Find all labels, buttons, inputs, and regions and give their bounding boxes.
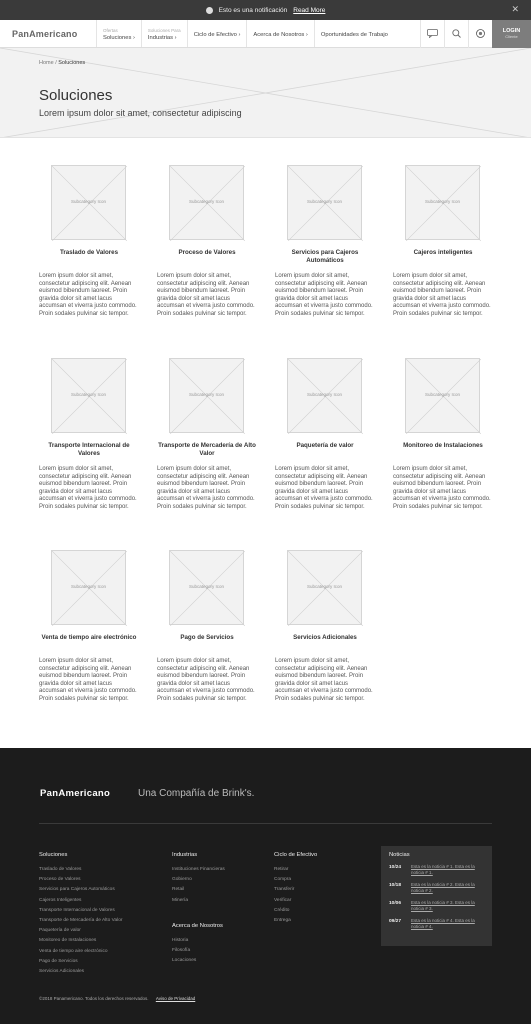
footer-col-title: Acerca de Nosotros: [172, 923, 223, 929]
flag-icon[interactable]: [468, 20, 492, 48]
footer-link[interactable]: Monitoreo de Instalaciones: [39, 938, 97, 944]
chat-icon[interactable]: [420, 20, 444, 48]
footer-link[interactable]: Paquetería de valor: [39, 928, 81, 934]
card-description: Lorem ipsum dolor sit amet, consectetur adipiscing elit. Aenean euismod bibendum laoreet. Proin gravida dolor sit amet lacus accumsan et viverra justo commodo. Proin sodales pulvinar sic tempor.: [393, 273, 491, 317]
footer-link[interactable]: Cajeros Inteligentes: [39, 897, 82, 903]
search-icon[interactable]: [444, 20, 468, 48]
news-item: [389, 882, 484, 894]
footer-link[interactable]: Servicios Adicionales: [39, 969, 85, 975]
news-link[interactable]: Esta es la noticia # 1. Esta es la noticia # 1.: [411, 864, 475, 875]
footer-link[interactable]: Verificar: [274, 897, 292, 903]
footer-col-title: Ciclo de Efectivo: [274, 852, 318, 858]
nav-item-label: Soluciones ›: [103, 35, 135, 41]
nav-item-pre: Soluciones Para: [147, 28, 181, 33]
subcategory-icon-caption: Subcategory Icon: [424, 392, 461, 397]
footer-logo[interactable]: PanAmericano: [40, 788, 111, 799]
subcategory-icon-caption: Subcategory Icon: [306, 392, 343, 397]
news-panel: [381, 846, 492, 946]
news-item: [389, 918, 484, 930]
card-title[interactable]: Servicios para Cajeros Automáticos: [291, 249, 359, 264]
subcategory-icon-caption: Subcategory Icon: [70, 392, 107, 397]
news-date: 10/18: [389, 883, 402, 888]
notification-bar: [0, 0, 531, 20]
card-description: Lorem ipsum dolor sit amet, consectetur adipiscing elit. Aenean euismod bibendum laoreet. Proin gravida dolor sit amet lacus accumsan et viverra justo commodo. Proin sodales pulvinar sic tempor.: [157, 466, 255, 510]
nav-item-industrias[interactable]: [141, 20, 187, 47]
card-title[interactable]: Paquetería de valor: [296, 442, 354, 449]
card-title[interactable]: Traslado de Valores: [59, 249, 119, 256]
breadcrumb: [39, 60, 85, 66]
footer-link[interactable]: Transporte Internacional de Valores: [39, 907, 115, 913]
footer-link[interactable]: Proceso de Valores: [39, 877, 81, 883]
footer-link[interactable]: Pago de Servicios: [39, 958, 78, 964]
footer-link[interactable]: Minería: [172, 897, 188, 903]
card-description: Lorem ipsum dolor sit amet, consectetur adipiscing elit. Aenean euismod bibendum laoreet. Proin gravida dolor sit amet lacus accumsan et viverra justo commodo. Proin sodales pulvinar sic tempor.: [275, 466, 373, 510]
footer-link[interactable]: Compra: [274, 877, 292, 883]
nav-item-soluciones[interactable]: [96, 20, 141, 47]
card-title[interactable]: Transporte Internacional de Valores: [48, 442, 130, 457]
footer-col-soluciones: [39, 852, 122, 977]
subcategory-image-placeholder: [405, 358, 480, 433]
main-nav: [96, 20, 420, 47]
card-title[interactable]: Proceso de Valores: [178, 249, 236, 256]
nav-item-ciclo[interactable]: [187, 20, 247, 47]
site-logo[interactable]: PanAmericano: [12, 28, 78, 39]
footer-link[interactable]: Servicios para Cajeros Automáticos: [39, 887, 115, 893]
subcategory-image-placeholder: [287, 358, 362, 433]
subcategory-image-placeholder: [169, 550, 244, 625]
breadcrumb-current: Soluciones: [58, 60, 86, 66]
subcategory-icon-caption: Subcategory Icon: [188, 584, 225, 589]
subcategory-icon-caption: Subcategory Icon: [70, 584, 107, 589]
news-link[interactable]: Esta es la noticia # 4. Esta es la noticia # 4.: [411, 918, 475, 929]
login-sublabel: Cliente: [505, 34, 518, 39]
news-link[interactable]: Esta es la noticia # 2. Esta es la noticia # 2.: [411, 882, 475, 893]
card-description: Lorem ipsum dolor sit amet, consectetur adipiscing elit. Aenean euismod bibendum laoreet. Proin gravida dolor sit amet lacus accumsan et viverra justo commodo. Proin sodales pulvinar sic tempor.: [157, 273, 255, 317]
footer-link[interactable]: Filosofía: [172, 948, 191, 954]
subcategory-icon-caption: Subcategory Icon: [306, 584, 343, 589]
news-date: 09/27: [389, 919, 402, 924]
card-title[interactable]: Monitoreo de Instalaciones: [403, 442, 483, 449]
footer-link[interactable]: Gobierno: [172, 877, 192, 883]
nav-item-acerca[interactable]: [246, 20, 313, 47]
news-item: [389, 864, 484, 876]
copyright-text: ©2018 Panamericano. Todos los derechos reservados.: [39, 996, 149, 1001]
card-description: Lorem ipsum dolor sit amet, consectetur adipiscing elit. Aenean euismod bibendum laoreet. Proin gravida dolor sit amet lacus accumsan et viverra justo commodo. Proin sodales pulvinar sic tempor.: [157, 658, 255, 702]
card-description: Lorem ipsum dolor sit amet, consectetur adipiscing elit. Aenean euismod bibendum laoreet. Proin gravida dolor sit amet lacus accumsan et viverra justo commodo. Proin sodales pulvinar sic tempor.: [275, 658, 373, 702]
card-description: Lorem ipsum dolor sit amet, consectetur adipiscing elit. Aenean euismod bibendum laoreet. Proin gravida dolor sit amet lacus accumsan et viverra justo commodo. Proin sodales pulvinar sic tempor.: [39, 658, 137, 702]
footer-col-acerca: [172, 923, 223, 967]
hero-banner: [0, 48, 531, 138]
footer-link[interactable]: Transferir: [274, 887, 295, 893]
footer-tagline: Una Compañía de Brink's.: [138, 788, 255, 799]
card-title[interactable]: Servicios Adicionales: [293, 634, 357, 641]
footer-col-ciclo: [274, 852, 317, 926]
subcategory-icon-caption: Subcategory Icon: [424, 199, 461, 204]
news-link[interactable]: Esta es la noticia # 3. Esta es la noticia # 3.: [411, 900, 475, 911]
subcategory-image-placeholder: [287, 165, 362, 240]
subcategory-image-placeholder: [405, 165, 480, 240]
nav-item-label: Oportunidades de Trabajo: [320, 32, 388, 38]
subcategory-image-placeholder: [51, 358, 126, 433]
nav-item-oportunidades[interactable]: [314, 20, 394, 47]
site-footer: [0, 748, 531, 1024]
card-description: Lorem ipsum dolor sit amet, consectetur adipiscing elit. Aenean euismod bibendum laoreet. Proin gravida dolor sit amet lacus accumsan et viverra justo commodo. Proin sodales pulvinar sic tempor.: [393, 466, 491, 510]
page-subtitle: Lorem ipsum dolor sit amet, consectetur adipiscing: [39, 108, 242, 118]
info-icon: [206, 7, 213, 14]
footer-col-title: Soluciones: [39, 852, 68, 858]
card-description: Lorem ipsum dolor sit amet, consectetur adipiscing elit. Aenean euismod bibendum laoreet. Proin gravida dolor sit amet lacus accumsan et viverra justo commodo. Proin sodales pulvinar sic tempor.: [39, 273, 137, 317]
card-title[interactable]: Pago de Servicios: [180, 634, 234, 641]
card-title[interactable]: Cajeros inteligentes: [413, 249, 473, 256]
subcategory-image-placeholder: [287, 550, 362, 625]
close-icon[interactable]: ✕: [511, 4, 519, 14]
news-date: 10/06: [389, 901, 402, 906]
breadcrumb-home[interactable]: Home: [39, 60, 54, 66]
subcategory-image-placeholder: [169, 165, 244, 240]
site-header: [0, 20, 531, 48]
footer-link[interactable]: Instituciones Financieras: [172, 867, 225, 872]
card-description: Lorem ipsum dolor sit amet, consectetur adipiscing elit. Aenean euismod bibendum laoreet. Proin gravida dolor sit amet lacus accumsan et viverra justo commodo. Proin sodales pulvinar sic tempor.: [275, 273, 373, 317]
footer-divider: [39, 823, 492, 824]
footer-link[interactable]: Retail: [172, 887, 185, 893]
header-icons: [420, 20, 531, 47]
footer-link[interactable]: Historia: [172, 938, 189, 943]
nav-item-label: Industrias ›: [147, 35, 177, 41]
nav-item-pre: Ofertas: [103, 28, 118, 33]
breadcrumb-separator: /: [55, 60, 57, 66]
news-title: Noticias: [389, 852, 410, 858]
news-date: 10/24: [389, 865, 402, 870]
subcategory-image-placeholder: [169, 358, 244, 433]
copyright: [39, 996, 195, 1001]
privacy-link[interactable]: Aviso de Privacidad: [155, 996, 196, 1001]
footer-link[interactable]: Traslado de Valores: [39, 867, 82, 872]
footer-link[interactable]: Entrega: [274, 918, 291, 924]
login-label: LOGIN: [502, 28, 521, 34]
footer-link[interactable]: Crédito: [274, 907, 290, 913]
news-item: [389, 900, 484, 912]
footer-link[interactable]: Venta de tiempo aire electrónico: [39, 948, 108, 954]
footer-col-industrias: [172, 852, 225, 906]
subcategory-icon-caption: Subcategory Icon: [70, 199, 107, 204]
subcategory-image-placeholder: [51, 550, 126, 625]
footer-col-title: Industrias: [172, 852, 198, 858]
footer-link[interactable]: Transporte de Mercadería de Alto Valor: [39, 918, 123, 924]
card-description: Lorem ipsum dolor sit amet, consectetur adipiscing elit. Aenean euismod bibendum laoreet. Proin gravida dolor sit amet lacus accumsan et viverra justo commodo. Proin sodales pulvinar sic tempor.: [39, 466, 137, 510]
nav-item-label: Acerca de Nosotros ›: [253, 32, 308, 38]
subcategory-image-placeholder: [51, 165, 126, 240]
nav-item-label: Ciclo de Efectivo ›: [193, 32, 241, 38]
footer-link[interactable]: Locaciones: [172, 958, 197, 964]
subcategory-icon-caption: Subcategory Icon: [188, 392, 225, 397]
login-button[interactable]: [492, 20, 531, 48]
card-title[interactable]: Venta de tiempo aire electrónico: [41, 634, 137, 641]
card-title[interactable]: Transporte de Mercadería de Alto Valor: [158, 442, 256, 457]
notification-text: Esto es una notificación: [218, 6, 288, 14]
footer-link[interactable]: Retirar: [274, 867, 289, 872]
page-title: Soluciones: [39, 87, 113, 104]
notification-read-more-link[interactable]: Read More: [293, 6, 326, 14]
subcategory-icon-caption: Subcategory Icon: [306, 199, 343, 204]
subcategory-icon-caption: Subcategory Icon: [188, 199, 225, 204]
